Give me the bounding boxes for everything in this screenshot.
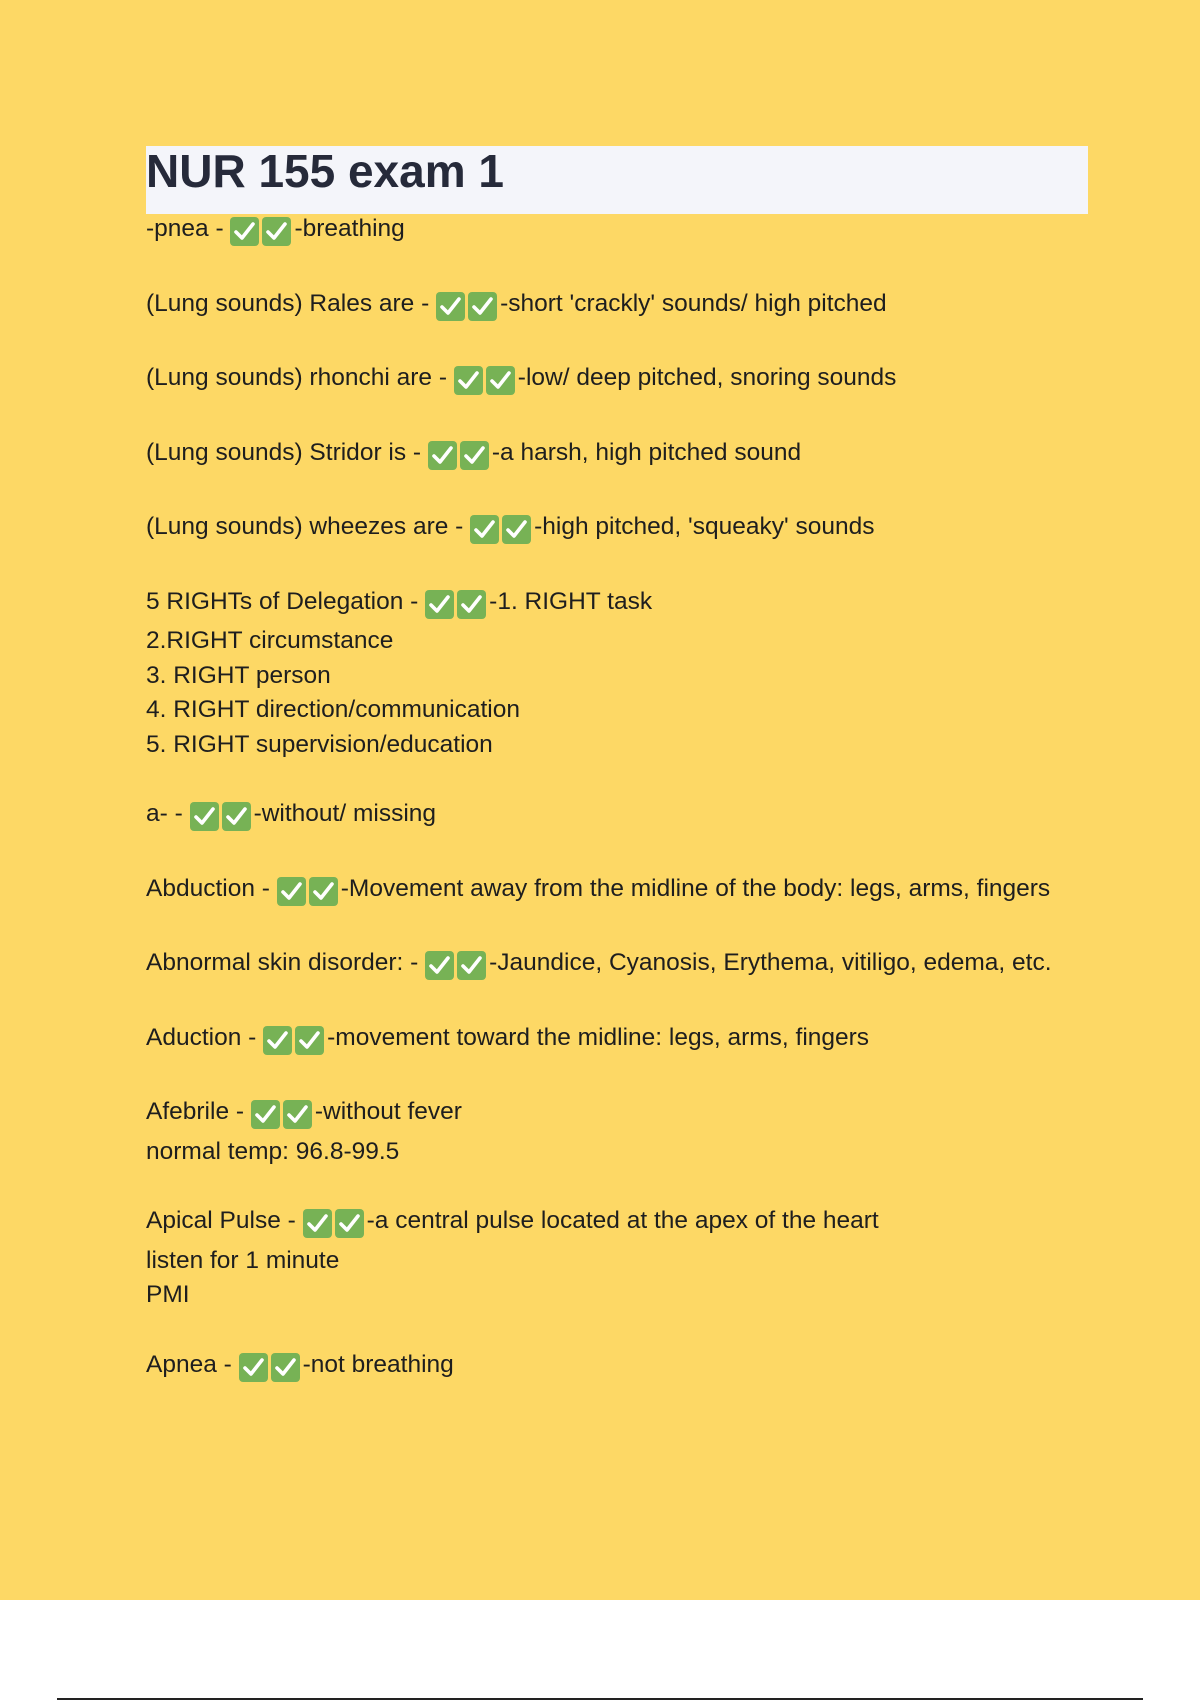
entry-definition: -without/ missing	[253, 800, 437, 827]
flashcard-entry	[146, 585, 1088, 763]
entry-main-line	[146, 212, 1088, 252]
entry-detail-line: 4. RIGHT direction/communication	[146, 696, 520, 723]
entry-definition: -breathing	[294, 215, 405, 242]
entry-term: Afebrile -	[146, 1098, 245, 1125]
check-mark-button-icon	[468, 292, 497, 321]
check-mark-button-icon	[457, 951, 486, 980]
check-mark-button-icon	[295, 1026, 324, 1055]
entry-main-line	[146, 949, 1052, 976]
entry-term: (Lung sounds) Rales are -	[146, 289, 430, 317]
check-mark-button-icon	[271, 1353, 300, 1382]
check-mark-button-icon	[425, 590, 454, 619]
entry-detail-line: normal temp: 96.8-99.5	[146, 1137, 400, 1165]
entry-detail-line: listen for 1 minute	[146, 1246, 340, 1274]
flashcard-entry	[146, 287, 1088, 327]
entry-definition: -a harsh, high pitched sound	[491, 438, 802, 466]
entry-term: (Lung sounds) rhonchi are -	[146, 364, 447, 391]
entry-term: -pnea -	[146, 215, 224, 242]
entry-term: Apnea -	[146, 1350, 232, 1378]
check-mark-pair	[230, 217, 294, 252]
entry-main-line	[146, 436, 1088, 476]
entry-detail-line: 2.RIGHT circumstance	[146, 627, 394, 654]
entry-term: a- -	[146, 800, 183, 827]
entry-main-line	[146, 1095, 1088, 1135]
check-mark-pair	[277, 877, 341, 912]
entry-main-line	[146, 287, 1088, 327]
entry-definition: -Movement away from the midline of the body: legs, arms, fingers	[340, 874, 1051, 902]
check-mark-button-icon	[303, 1209, 332, 1238]
check-mark-pair	[303, 1209, 367, 1244]
check-mark-button-icon	[263, 1026, 292, 1055]
check-mark-button-icon	[277, 877, 306, 906]
flashcard-entry	[146, 797, 1088, 837]
check-mark-pair	[454, 366, 518, 401]
check-mark-button-icon	[239, 1353, 268, 1382]
check-mark-button-icon	[335, 1209, 364, 1238]
check-mark-button-icon	[486, 366, 515, 395]
entry-term: Aduction -	[146, 1023, 257, 1051]
entry-detail-line: PMI	[146, 1281, 190, 1308]
check-mark-pair	[190, 802, 254, 837]
entry-main-line	[146, 510, 1088, 550]
entry-definition: -high pitched, 'squeaky' sounds	[534, 513, 875, 540]
check-mark-button-icon	[230, 217, 259, 246]
flashcard-list	[146, 212, 1088, 1422]
check-mark-button-icon	[460, 441, 489, 470]
entry-definition: -movement toward the midline: legs, arms, fingers	[327, 1023, 870, 1051]
entry-definition: -1. RIGHT task	[489, 587, 653, 615]
entry-term: 5 RIGHTs of Delegation -	[146, 587, 419, 615]
check-mark-button-icon	[428, 441, 457, 470]
entry-main-line	[146, 1021, 1088, 1061]
check-mark-button-icon	[283, 1100, 312, 1129]
flashcard-entry	[146, 212, 1088, 252]
check-mark-pair	[436, 292, 500, 327]
flashcard-entry	[146, 436, 1088, 476]
document-title: NUR 155 exam 1	[146, 145, 504, 197]
flashcard-entry	[146, 1021, 1088, 1061]
check-mark-pair	[263, 1026, 327, 1061]
flashcard-entry	[146, 946, 1088, 986]
check-mark-button-icon	[425, 951, 454, 980]
flashcard-entry	[146, 361, 1088, 401]
entry-term: (Lung sounds) wheezes are -	[146, 513, 464, 540]
entry-term: Abnormal skin disorder: -	[146, 949, 419, 976]
entry-definition: -a central pulse located at the apex of the heart	[366, 1207, 879, 1234]
check-mark-button-icon	[470, 515, 499, 544]
check-mark-button-icon	[436, 292, 465, 321]
entry-definition: -not breathing	[302, 1350, 454, 1378]
entry-main-line	[146, 585, 1088, 625]
check-mark-button-icon	[262, 217, 291, 246]
check-mark-pair	[470, 515, 534, 550]
entry-term: Apical Pulse -	[146, 1207, 296, 1234]
entry-definition: -Jaundice, Cyanosis, Erythema, vitiligo, edema, etc.	[489, 949, 1052, 976]
entry-main-line	[146, 797, 1088, 837]
flashcard-entry	[146, 1204, 1088, 1313]
entry-definition: -without fever	[314, 1098, 462, 1125]
entry-definition: -short 'crackly' sounds/ high pitched	[500, 289, 887, 317]
entry-definition: -low/ deep pitched, snoring sounds	[517, 364, 897, 391]
check-mark-button-icon	[457, 590, 486, 619]
entry-main-line	[146, 875, 1050, 902]
check-mark-button-icon	[502, 515, 531, 544]
check-mark-pair	[251, 1100, 315, 1135]
entry-main-line	[146, 1348, 1088, 1388]
check-mark-pair	[425, 951, 489, 986]
entry-term: (Lung sounds) Stridor is -	[146, 438, 422, 466]
entry-term: Abduction -	[146, 874, 270, 902]
check-mark-button-icon	[222, 802, 251, 831]
flashcard-entry	[146, 510, 1088, 550]
entry-detail-line: 5. RIGHT supervision/education	[146, 730, 493, 758]
check-mark-button-icon	[309, 877, 338, 906]
check-mark-button-icon	[251, 1100, 280, 1129]
check-mark-pair	[239, 1353, 303, 1388]
flashcard-entry	[146, 1348, 1088, 1388]
check-mark-button-icon	[454, 366, 483, 395]
check-mark-pair	[425, 590, 489, 625]
check-mark-pair	[428, 441, 492, 476]
flashcard-entry	[146, 1095, 1088, 1169]
entry-main-line	[146, 361, 1088, 401]
flashcard-entry	[146, 872, 1088, 912]
check-mark-button-icon	[190, 802, 219, 831]
entry-main-line	[146, 1204, 1088, 1244]
entry-detail-line: 3. RIGHT person	[146, 661, 331, 689]
